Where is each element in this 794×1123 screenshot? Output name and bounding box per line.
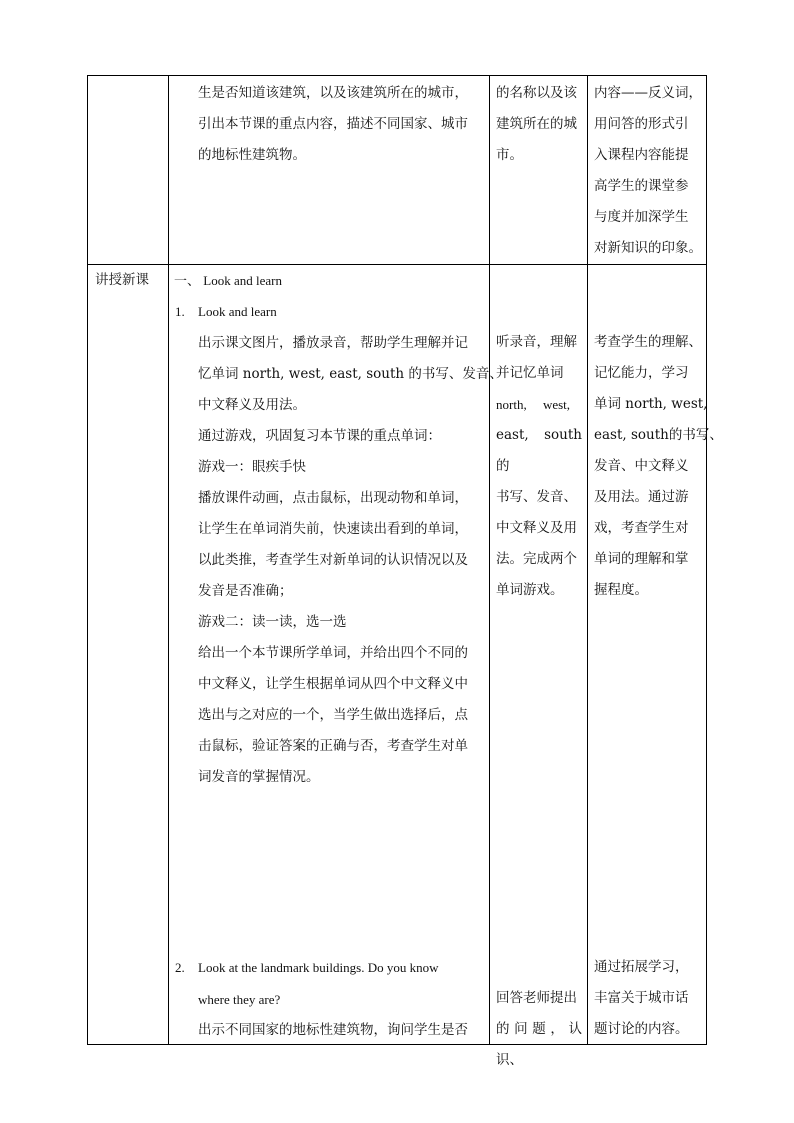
row1-design-intent-cell: 内容——反义词， 用问答的形式引 入课程内容能提 高学生的课堂参 与度并加深学生 对新知识的印象。 [594,85,702,256]
item1-block: 1. Look and learn 出示课文图片，播放录音，帮助学生理解并记 忆单词 north, west, east, south 的书写、发音、 中文释义及用法。 通过游戏，巩固复习本节课的重点单词： 游戏一：眼疾手快 播放课件动画，点击鼠标，出现动物和单词， 让学生在单词消失前，快速读出看到的单词， 以此类推，考查学生对新单词的认识情况以及 发音是否准确； 游戏二：读一读，选一选 给出一个本节课所学单词，并给出四个不同的 中文释义，让学生根据单词从四个中文释义中 选出与之对应的一个，当学生做出选择后，点 击鼠标，验证答案的正确与否，考查学生对单 词发音的掌握情况。 [198,296,503,793]
student-activity-2: 回答老师提出 的问题，认识、 [496,990,582,1068]
lesson-plan-table [87,75,723,1068]
stage-label: 讲授新课 [95,272,149,288]
section-heading: 一、 Look and learn [174,273,282,288]
row1-content-cell: 生是否知道该建筑，以及该建筑所在的城市， 引出本节课的重点内容，描述不同国家、城市 的地标性建筑物。 [198,85,468,163]
column-divider [587,76,588,1044]
design-intent-2: 通过拓展学习， 丰富关于城市话 题讨论的内容。 [594,959,689,1037]
row1-student-activity-cell: 的名称以及该 建筑所在的城 市。 [496,85,577,163]
item1-title: 1. Look and learn [175,304,277,319]
item2-block: 2. Look at the landmark buildings. Do you know where they are? 出示不同国家的地标性建筑物，询问学生是否 [198,952,468,1046]
column-divider [168,76,169,1044]
item2-title: 2. Look at the landmark buildings. Do you know [175,960,439,975]
student-activity-1: 听录音，理解 并记忆单词 north, west, east, south 的 书写、发音、 中文释义及用 法。完成两个 单词游戏。 [496,334,582,598]
design-intent-1: 考查学生的理解、 记忆能力，学习 单词 north, west, east, south的书写、 发音、中文释义 及用法。通过游 戏，考查学生对 单词的理解和掌 握程度。 [594,334,723,598]
